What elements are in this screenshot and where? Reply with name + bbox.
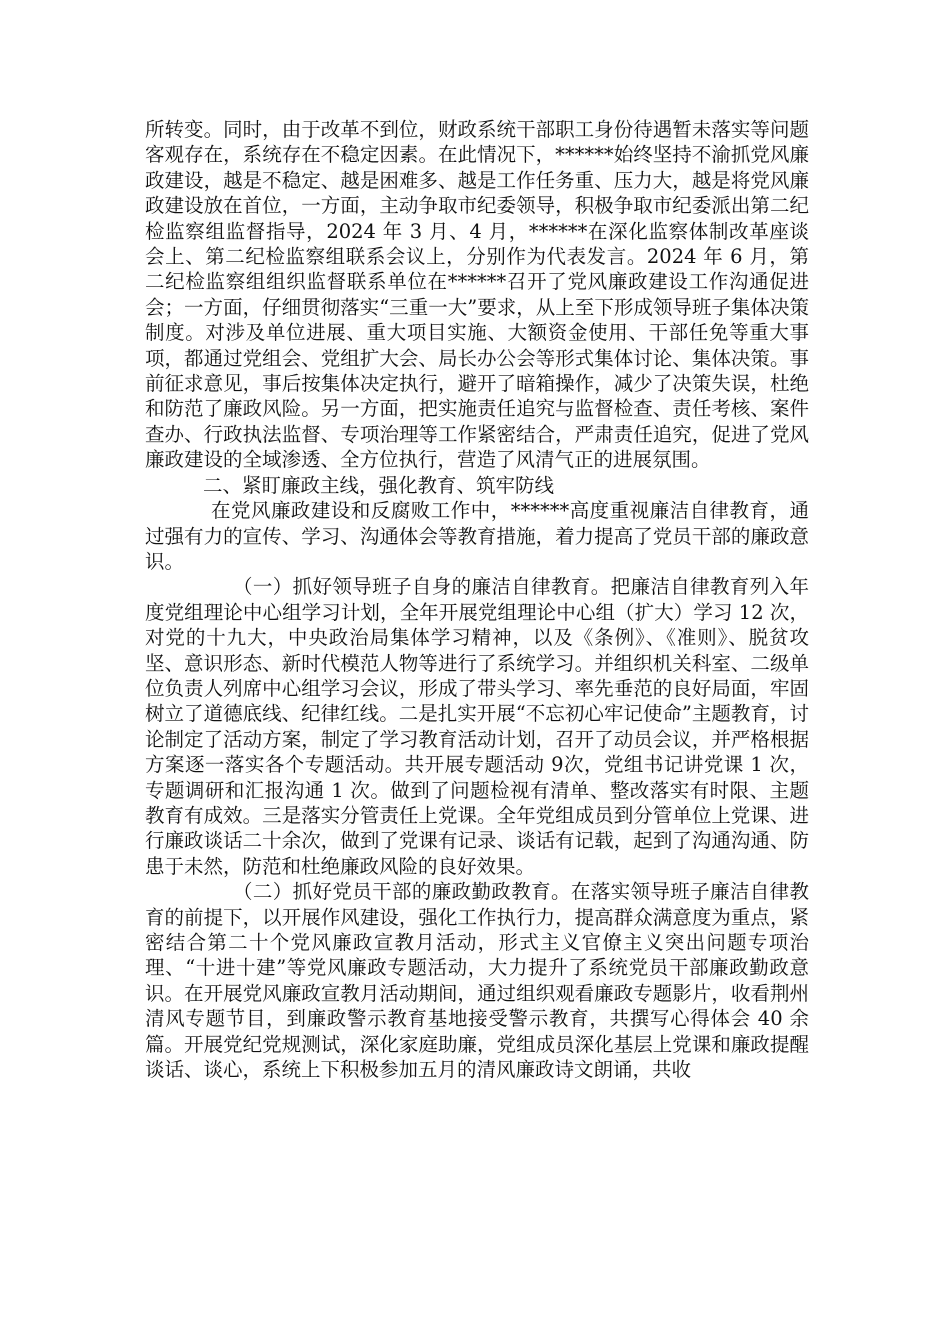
document-page <box>145 117 809 1082</box>
paragraph-cadre-education: （二）抓好党员干部的廉政勤政教育。在落实领导班子廉洁自律教育的前提下，以开展作风建设，强化工作执行力，提高群众满意度为重点，紧密结合第二十个党风廉政宣教月活动，形式主义官僚主义突出问题专项治理、“十进十建”等党风廉政专题活动，大力提升了系统党员干部廉政勤政意识。在开展党风廉政宣教月活动期间，通过组织观看廉政专题影片，收看荆州清风专题节目，到廉政警示教育基地接受警示教育，共撰写心得体会 40 余篇。开展党纪党规测试，深化家庭助廉，党组成员深化基层上党课和廉政提醒谈话、谈心，系统上下积极参加五月的清风廉政诗文朗诵，共收 <box>145 880 809 1082</box>
paragraph-education-intro: 在党风廉政建设和反腐败工作中，******高度重视廉洁自律教育，通过强有力的宣传、学习、沟通体会等教育措施，着力提高了党员干部的廉政意识。 <box>145 499 809 573</box>
paragraph-leadership-education: （一）抓好领导班子自身的廉洁自律教育。把廉洁自律教育列入年度党组理论中心组学习计划，全年开展党组理论中心组（扩大）学习 12 次，对党的十九大，中央政治局集体学习精神，以及《条例》、《准则》、脱贫攻坚、意识形态、新时代模范人物等进行了系统学习。并组织机关科室、二级单位负责人列席中心组学习会议，形成了带头学习、率先垂范的良好局面，牢固树立了道德底线、纪律红线。二是扎实开展“不忘初心牢记使命”主题教育，讨论制定了活动方案，制定了学习教育活动计划，召开了动员会议，并严格根据方案逐一落实各个专题活动。共开展专题活动 9次，党组书记讲党课 1 次，专题调研和汇报沟通 1 次。做到了问题检视有清单、整改落实有时限、主题教育有成效。三是落实分管责任上党课。全年党组成员到分管单位上党课、进行廉政谈话二十余次，做到了党课有记录、谈话有记载，起到了沟通沟通、防患于未然，防范和杜绝廉政风险的良好效果。 <box>145 575 809 878</box>
section-heading-two: 二、紧盯廉政主线，强化教育、筑牢防线 <box>203 473 555 497</box>
paragraph-accountability: 所转变。同时，由于改革不到位，财政系统干部职工身份待遇暂未落实等问题客观存在，系统存在不稳定因素。在此情况下，******始终坚持不渝抓党风廉政建设，越是不稳定、越是困难多、越是工作任务重、压力大，越是将党风廉政建设放在首位，一方面，主动争取市纪委领导，积极争取市纪委派出第二纪检监察组监督指导，2024 年 3 月、4 月，******在深化监察体制改革座谈会上、第二纪检监察组联系会议上，分别作为代表发言。2024 年 6 月，第二纪检监察组组织监督联系单位在******召开了党风廉政建设工作沟通促进会；一方面，仔细贯彻落实“三重一大”要求，从上至下形成领导班子集体决策制度。对涉及单位进展、重大项目实施、大额资金使用、干部任免等重大事项，都通过党组会、党组扩大会、局长办公会等形式集体讨论、集体决策。事前征求意见，事后按集体决定执行，避开了暗箱操作，减少了决策失误，杜绝和防范了廉政风险。另一方面，把实施责任追究与监督检查、责任考核、案件查办、行政执法监督、专项治理等工作紧密结合，严肃责任追究，促进了党风廉政建设的全域渗透、全方位执行，营造了风清气正的进展氛围。 <box>145 118 809 472</box>
